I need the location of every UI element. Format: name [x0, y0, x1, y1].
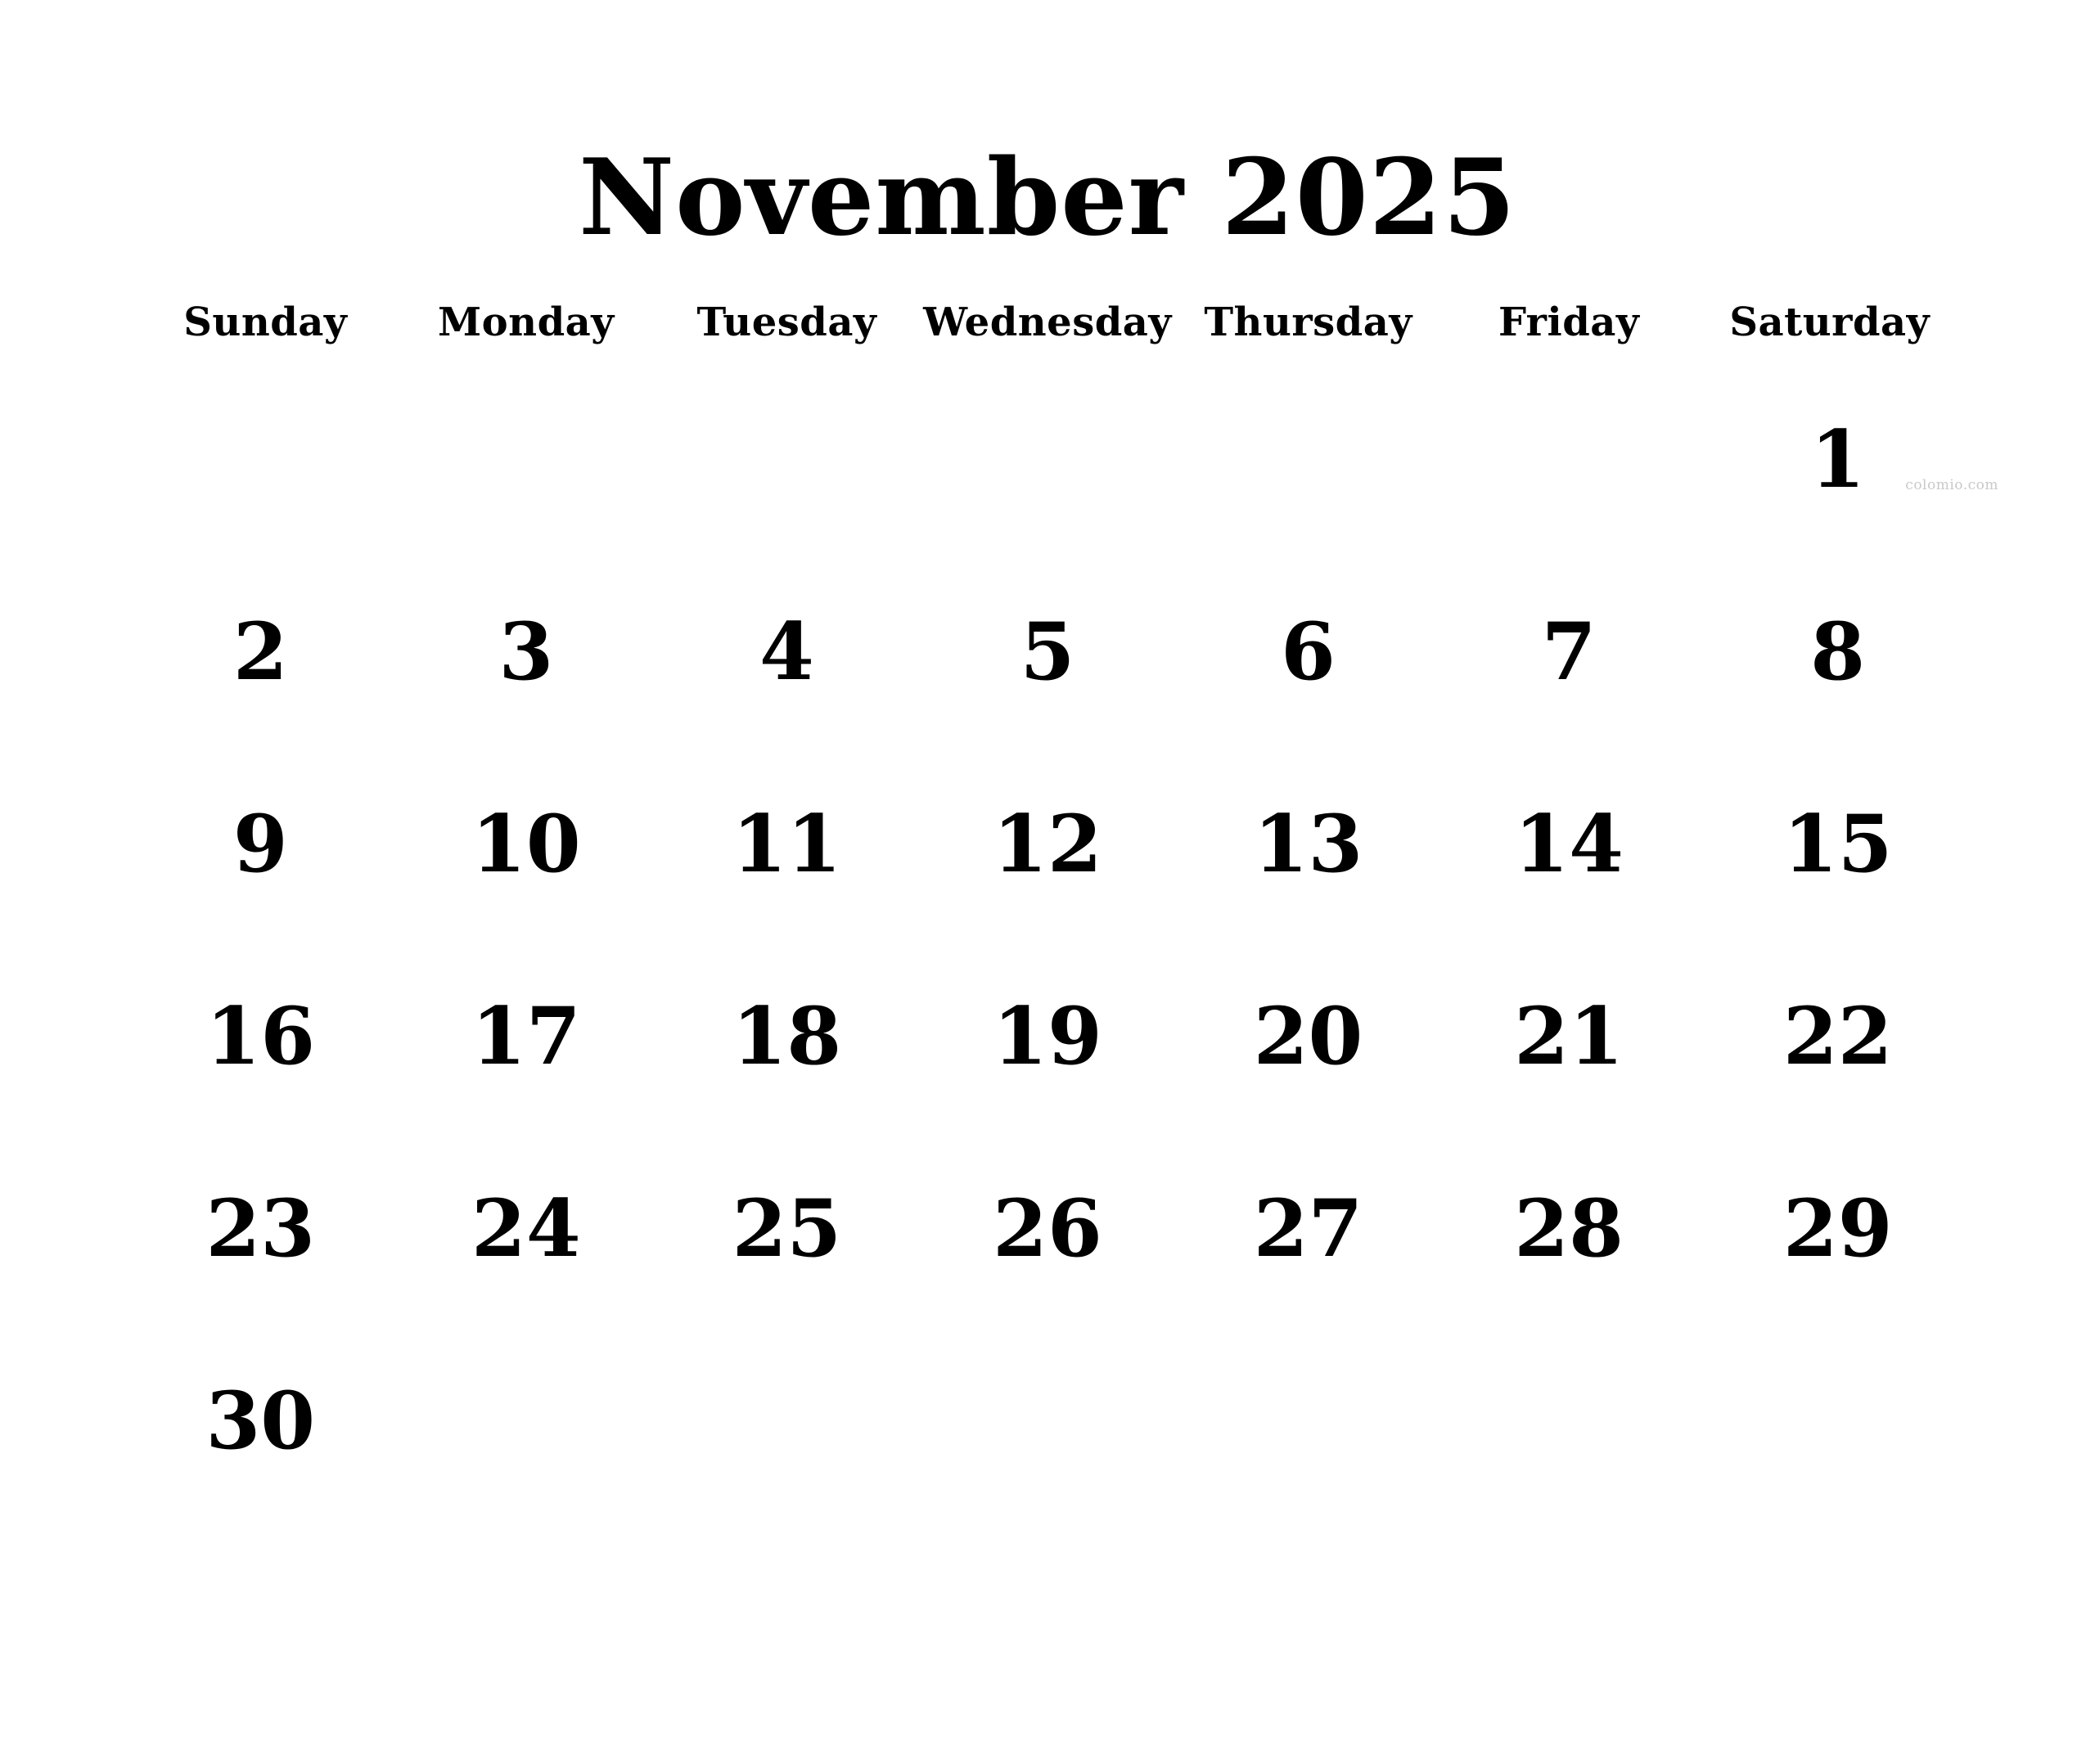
page-title: November 2025 [579, 137, 1516, 259]
day-number: 16 [205, 989, 316, 1082]
weekday-header-sunday: Sunday [183, 299, 348, 345]
calendar-week-row [135, 1132, 1960, 1325]
day-cell[interactable] [396, 1325, 657, 1517]
day-number: 19 [993, 989, 1102, 1082]
day-cell[interactable] [1178, 940, 1439, 1132]
day-cell[interactable] [396, 940, 657, 1132]
day-cell[interactable] [135, 363, 396, 556]
calendar-week-row [135, 1325, 1960, 1517]
day-number: 15 [1782, 797, 1893, 890]
day-cell[interactable] [396, 1132, 657, 1325]
day-number: 5 [1020, 605, 1075, 698]
day-number: 20 [1253, 989, 1363, 1082]
day-number: 18 [732, 989, 842, 1082]
day-cell[interactable] [917, 363, 1178, 556]
day-number: 26 [993, 1181, 1102, 1275]
day-cell[interactable] [135, 1132, 396, 1325]
day-cell[interactable] [917, 748, 1178, 940]
day-cell[interactable] [1439, 748, 1700, 940]
day-cell[interactable] [917, 1325, 1178, 1517]
day-cell[interactable] [917, 940, 1178, 1132]
weekday-header-monday: Monday [438, 299, 615, 345]
day-number: 12 [993, 797, 1102, 890]
day-cell[interactable] [396, 748, 657, 940]
day-cell[interactable] [135, 940, 396, 1132]
day-cell[interactable] [135, 748, 396, 940]
day-cell[interactable] [917, 1132, 1178, 1325]
day-number: 10 [471, 797, 581, 890]
day-cell[interactable] [1439, 940, 1700, 1132]
day-cell[interactable] [1178, 1325, 1439, 1517]
weekday-header-wednesday: Wednesday [923, 299, 1172, 345]
day-number: 11 [732, 797, 842, 890]
day-cell[interactable] [1178, 556, 1439, 748]
day-number: 21 [1514, 989, 1624, 1082]
day-number: 25 [732, 1181, 842, 1275]
day-number: 30 [205, 1374, 316, 1467]
day-cell[interactable] [396, 556, 657, 748]
calendar-week-row [135, 748, 1960, 940]
day-number: 3 [498, 605, 554, 698]
day-cell[interactable] [656, 940, 917, 1132]
day-number: 17 [471, 989, 581, 1082]
day-number: 14 [1514, 797, 1624, 890]
calendar-week-row [135, 363, 1960, 556]
day-cell[interactable] [917, 556, 1178, 748]
day-number: 27 [1253, 1181, 1363, 1275]
calendar-week-row [135, 556, 1960, 748]
day-cell[interactable] [1699, 1132, 1960, 1325]
weekday-header-row [135, 299, 1960, 363]
day-number: 7 [1541, 605, 1597, 698]
calendar-grid [135, 299, 1960, 1517]
day-number: 1 [1810, 412, 1866, 506]
day-cell[interactable] [1439, 556, 1700, 748]
day-cell[interactable] [656, 1325, 917, 1517]
weekday-header-saturday: Saturday [1729, 299, 1931, 345]
day-number: 9 [232, 797, 288, 890]
day-cell[interactable] [1699, 1325, 1960, 1517]
calendar-week-row [135, 940, 1960, 1132]
day-cell[interactable] [1699, 748, 1960, 940]
day-cell[interactable] [1178, 748, 1439, 940]
day-number: 28 [1514, 1181, 1624, 1275]
day-cell[interactable] [656, 363, 917, 556]
calendar-page [0, 137, 2095, 1764]
day-cell[interactable] [135, 556, 396, 748]
weekday-header-thursday: Thursday [1204, 299, 1412, 345]
day-cell[interactable] [656, 1132, 917, 1325]
day-number: 4 [759, 605, 814, 698]
day-number: 23 [205, 1181, 316, 1275]
day-cell[interactable] [1439, 363, 1700, 556]
day-cell[interactable] [1699, 940, 1960, 1132]
day-cell[interactable] [1699, 556, 1960, 748]
day-number: 8 [1810, 605, 1866, 698]
watermark: colomio.com [1905, 477, 1998, 493]
weekday-header-friday: Friday [1498, 299, 1640, 345]
day-number: 6 [1281, 605, 1336, 698]
day-number: 29 [1782, 1181, 1893, 1275]
day-cell[interactable] [1699, 363, 1960, 556]
day-number: 2 [232, 605, 288, 698]
day-number: 22 [1782, 989, 1893, 1082]
day-cell[interactable] [656, 556, 917, 748]
day-cell[interactable] [1439, 1325, 1700, 1517]
day-number: 13 [1253, 797, 1363, 890]
day-cell[interactable] [1178, 1132, 1439, 1325]
day-cell[interactable] [396, 363, 657, 556]
day-cell[interactable] [1178, 363, 1439, 556]
day-cell[interactable] [1439, 1132, 1700, 1325]
day-cell[interactable] [135, 1325, 396, 1517]
weekday-header-tuesday: Tuesday [696, 299, 877, 345]
day-number: 24 [471, 1181, 581, 1275]
day-cell[interactable] [656, 748, 917, 940]
